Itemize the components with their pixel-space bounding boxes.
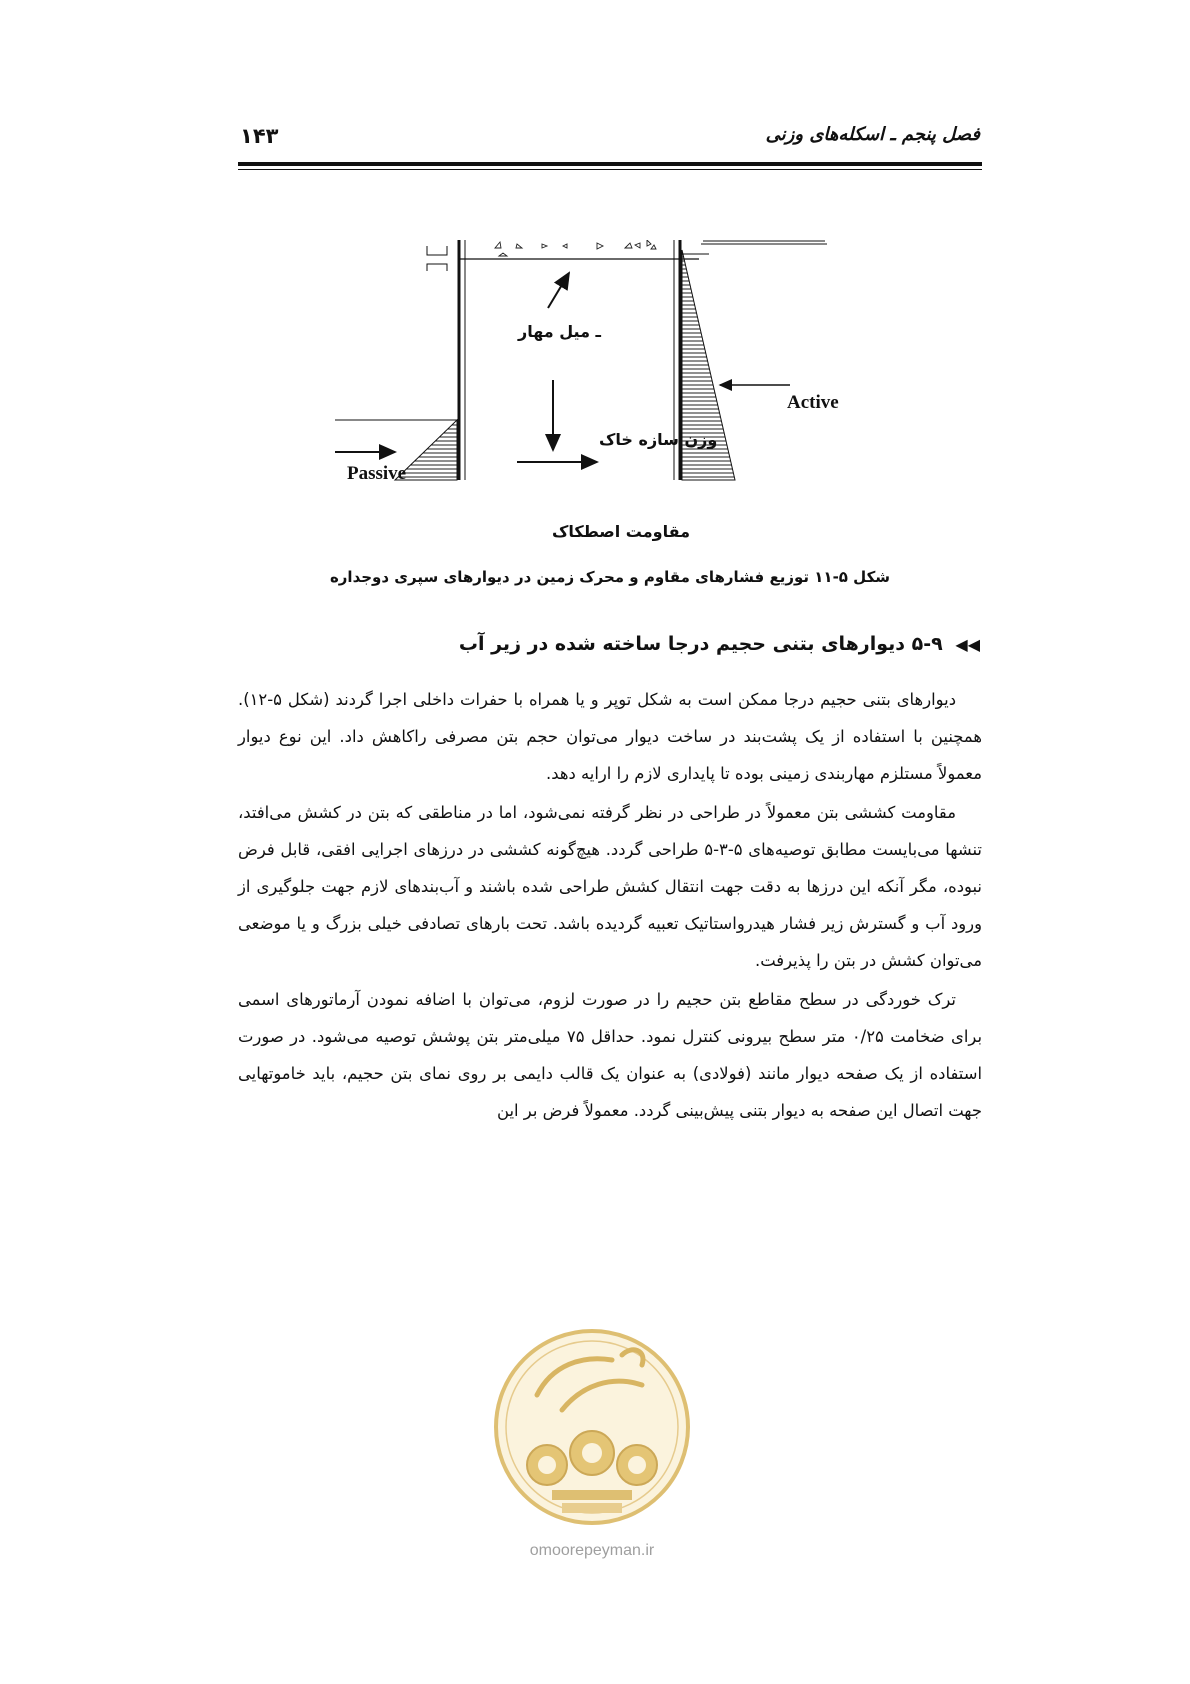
- section-heading: [240, 633, 980, 655]
- watermark-emblem: [492, 1315, 692, 1540]
- paragraph: ترک خوردگی در سطح مقاطع بتن حجیم را در صورت لزوم، می‌توان با اضافه نمودن آرماتورهای اسمی برای ضخامت ۰/۲۵ متر سطح بیرونی کنترل نمود. حداقل ۷۵ میلی‌متر بتن پوشش توصیه می‌شود. در صورت استفاده از یک صفحه دیوار مانند (فولادی) به عنوان یک قالب دایمی بر روی نمای بتن حجیم، باید خاموتهایی جهت اتصال این صفحه به دیوار بتنی پیش‌بینی گردد. معمولاً فرض بر این: [238, 990, 982, 1120]
- weight-label: وزن سازه خاک: [599, 430, 718, 449]
- chapter-title: فصل پنجم ـ اسکله‌های وزنی: [765, 124, 980, 145]
- active-label: Active: [787, 392, 839, 413]
- watermark-logo: [492, 1315, 692, 1560]
- sheet-pile-wall-diagram: [335, 240, 895, 550]
- anchor-rod-arrow: [548, 273, 569, 308]
- section-heading-text: ۵-۹ دیوارهای بتنی حجیم درجا ساخته شده در زیر آب: [458, 633, 943, 655]
- concrete-aggregate-symbols: [495, 240, 656, 256]
- water-level-marker: [427, 246, 447, 271]
- header-rule-thick: [238, 162, 982, 166]
- paragraph: دیوارهای بتنی حجیم درجا ممکن است به شکل توپر و یا همراه با حفرات داخلی اجرا گردند (شکل ۵-۱۲). همچنین با استفاده از یک پشت‌بند در ساخت دیوار می‌توان حجم بتن مصرفی راکاهش داد. این نوع دیوار معمولاً مستلزم مهاربندی زمینی بوده تا پایداری لازم را ارایه دهد.: [238, 690, 982, 783]
- watermark-url: omoorepeyman.ir: [529, 1542, 655, 1559]
- diagram-drawing: [335, 240, 895, 510]
- page-header: [240, 124, 980, 152]
- friction-label: مقاومت اصطکاک: [552, 522, 691, 541]
- figure-caption: شکل ۵-۱۱ توزیع فشارهای مقاوم و محرک زمین در دیوارهای سپری دوجداره: [329, 568, 891, 586]
- passive-label: Passive: [347, 463, 407, 484]
- page-number: ۱۴۳: [240, 124, 279, 148]
- anchor-rod-label: ـ میل مهار: [518, 322, 602, 341]
- water-surface-lines: [701, 240, 827, 244]
- paragraph: مقاومت کششی بتن معمولاً در طراحی در نظر گرفته نمی‌شود، اما در مناطقی که بتن در کشش می‌افتد، تنشها می‌بایست مطابق توصیه‌های ۵-۳-۵ طراحی گردد. هیچ‌گونه کششی در درزهای اجرایی افقی، قابل فرض نبوده، مگر آنکه این درزها به دقت جهت انتقال کشش طراحی شده باشند و آب‌بندهای لازم جهت جلوگیری از ورود آب و گسترش زیر فشار هیدرواستاتیک تعبیه گردیده باشد. تحت بارهای تصادفی خیلی بزرگ و یا موضعی می‌توان کشش در بتن را پذیرفت.: [238, 803, 982, 970]
- double-arrow-icon: ◀◀: [955, 635, 980, 654]
- body-text: [238, 681, 982, 1131]
- header-rule-thin: [238, 169, 982, 170]
